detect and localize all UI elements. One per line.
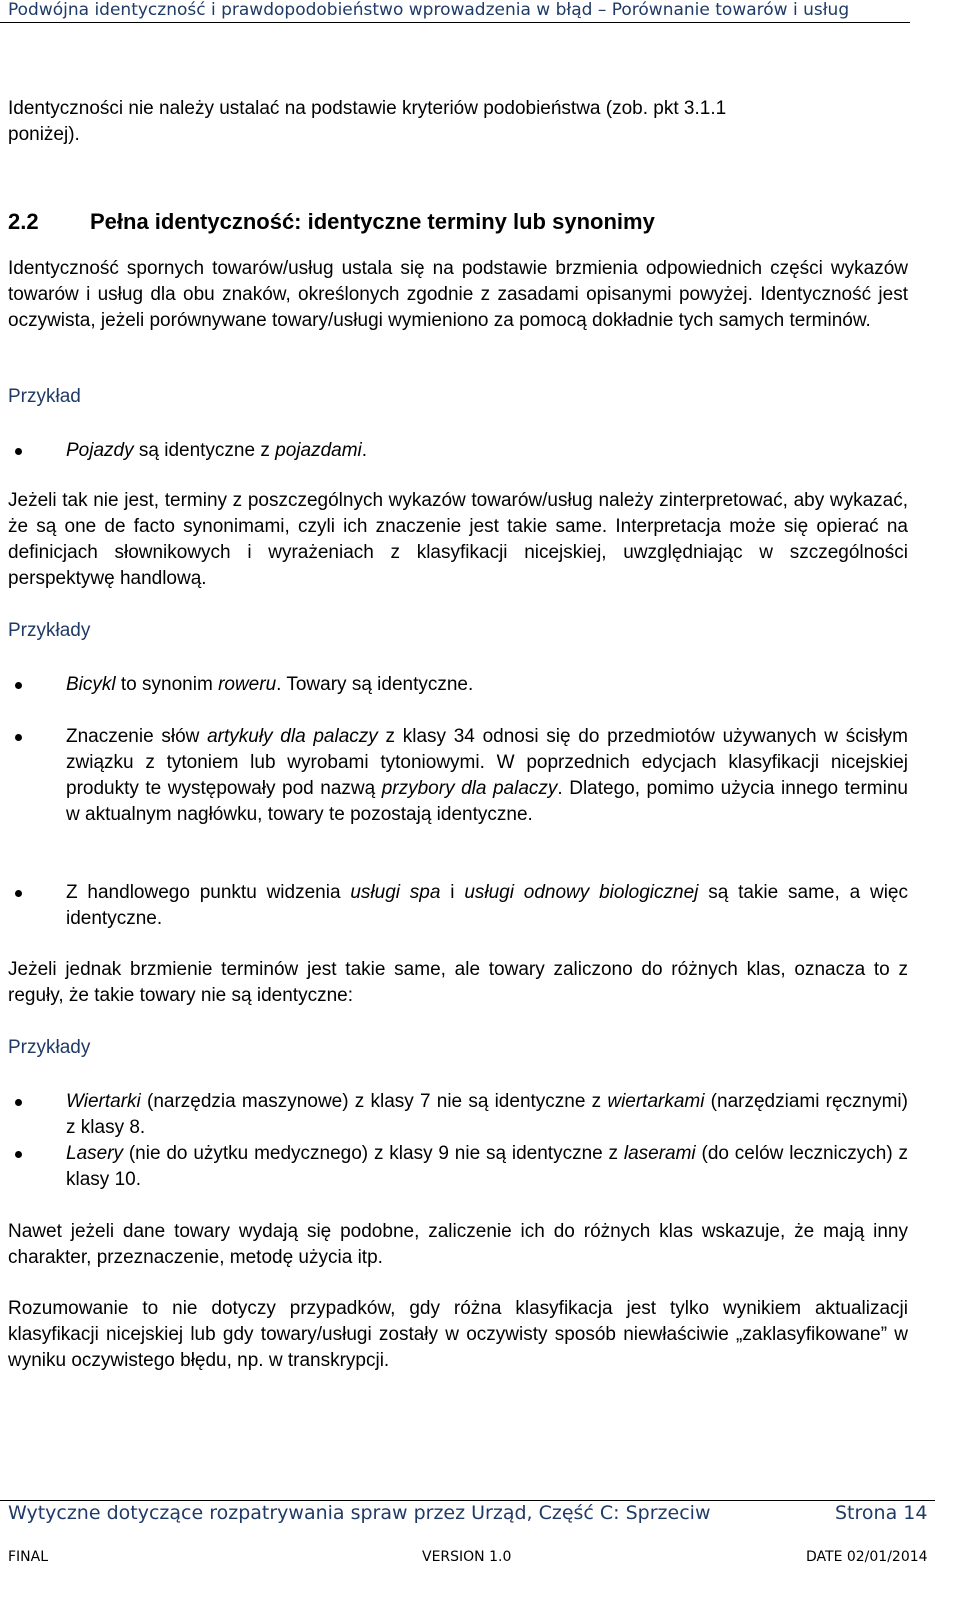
document-version: VERSION 1.0 <box>422 1549 512 1565</box>
footer-title: Wytyczne dotyczące rozpatrywania spraw przez Urząd, Część C: Sprzeciw <box>8 1502 711 1524</box>
example-bullet-vehicles: Pojazdy są identyczne z pojazdami. <box>66 440 368 461</box>
bullet-dot <box>15 1151 22 1158</box>
example-bullet-lasers: Lasery (nie do użytku medycznego) z klasy 9 nie są identyczne z laserami (do celów leczniczych) z klasy 10. <box>66 1143 908 1190</box>
example-label: Przykład <box>8 386 81 407</box>
paragraph-synonyms: Jeżeli tak nie jest, terminy z poszczególnych wykazów towarów/usług należy zinterpretować, aby wykazać, że są one de facto synonimami, czyli ich znaczenie jest takie same. Interpretacja może się opierać na definicjach słownikowych i wyrażeniach z klasyfikacji nicejskiej, uwzględniając w szczególności perspektywę handlową. <box>8 490 908 589</box>
page-number: Strona 14 <box>835 1502 928 1524</box>
paragraph-reasoning: Rozumowanie to nie dotyczy przypadków, gdy różna klasyfikacja jest tylko wynikiem aktualizacji klasyfikacji nicejskiej lub gdy towary/usługi zostały w oczywisty sposób niewłaściwie „zaklasyfikowane” w wyniku oczywistego błędu, np. w transkrypcji. <box>8 1298 908 1371</box>
section-paragraph: Identyczność spornych towarów/usług ustala się na podstawie brzmienia odpowiednich części wykazów towarów i usług dla obu znaków, określonych zgodnie z zasadami opisanymi powyżej. Identyczność jest oczywista, jeżeli porównywane towary/usługi wymieniono za pomocą dokładnie tych samych terminów. <box>8 258 908 331</box>
document-status: FINAL <box>8 1549 49 1565</box>
example-bullet-bicycle: Bicykl to synonim roweru. Towary są identyczne. <box>66 674 474 695</box>
bullet-dot <box>15 1099 22 1106</box>
intro-line-2: poniżej). <box>8 124 80 145</box>
paragraph-similar: Nawet jeżeli dane towary wydają się podobne, zaliczenie ich do różnych klas wskazuje, że mają inny charakter, przeznaczenie, metodę użycia itp. <box>8 1221 908 1268</box>
section-number: 2.2 <box>8 209 39 234</box>
bullet-dot <box>15 448 22 455</box>
bullet-dot <box>15 682 22 689</box>
example-bullet-drills: Wiertarki (narzędzia maszynowe) z klasy 7 nie są identyczne z wiertarkami (narzędziami ręcznymi) z klasy 8. <box>66 1091 908 1138</box>
intro-line-1: Identyczności nie należy ustalać na podstawie kryteriów podobieństwa (zob. pkt 3.1.1 <box>8 98 727 119</box>
document-date: DATE 02/01/2014 <box>806 1549 928 1565</box>
paragraph-classes: Jeżeli jednak brzmienie terminów jest takie same, ale towary zaliczono do różnych klas, oznacza to z reguły, że takie towary nie są identyczne: <box>8 959 908 1006</box>
example-bullet-smokers: Znaczenie słów artykuły dla palaczy z klasy 34 odnosi się do przedmiotów używanych w ścisłym związku z tytoniem lub wyrobami tytoniowymi. W poprzednich edycjach klasyfikacji nicejskiej produkty te występowały pod nazwą przybory dla palaczy. Dlatego, pomimo użycia innego terminu w aktualnym nagłówku, towary te pozostają identyczne. <box>66 726 909 825</box>
examples-label-2: Przykłady <box>8 1037 91 1058</box>
section-heading <box>8 207 655 237</box>
footer-rule <box>0 1500 935 1501</box>
examples-label: Przykłady <box>8 620 91 641</box>
header-rule <box>0 22 910 23</box>
running-header: Podwójna identyczność i prawdopodobieństwo wprowadzenia w błąd – Porównanie towarów i usług <box>8 0 850 20</box>
bullet-dot <box>15 890 22 897</box>
section-title: Pełna identyczność: identyczne terminy lub synonimy <box>90 209 655 234</box>
bullet-dot <box>15 734 22 741</box>
example-bullet-spa: Z handlowego punktu widzenia usługi spa i usługi odnowy biologicznej są takie same, a więc identyczne. <box>66 882 908 929</box>
